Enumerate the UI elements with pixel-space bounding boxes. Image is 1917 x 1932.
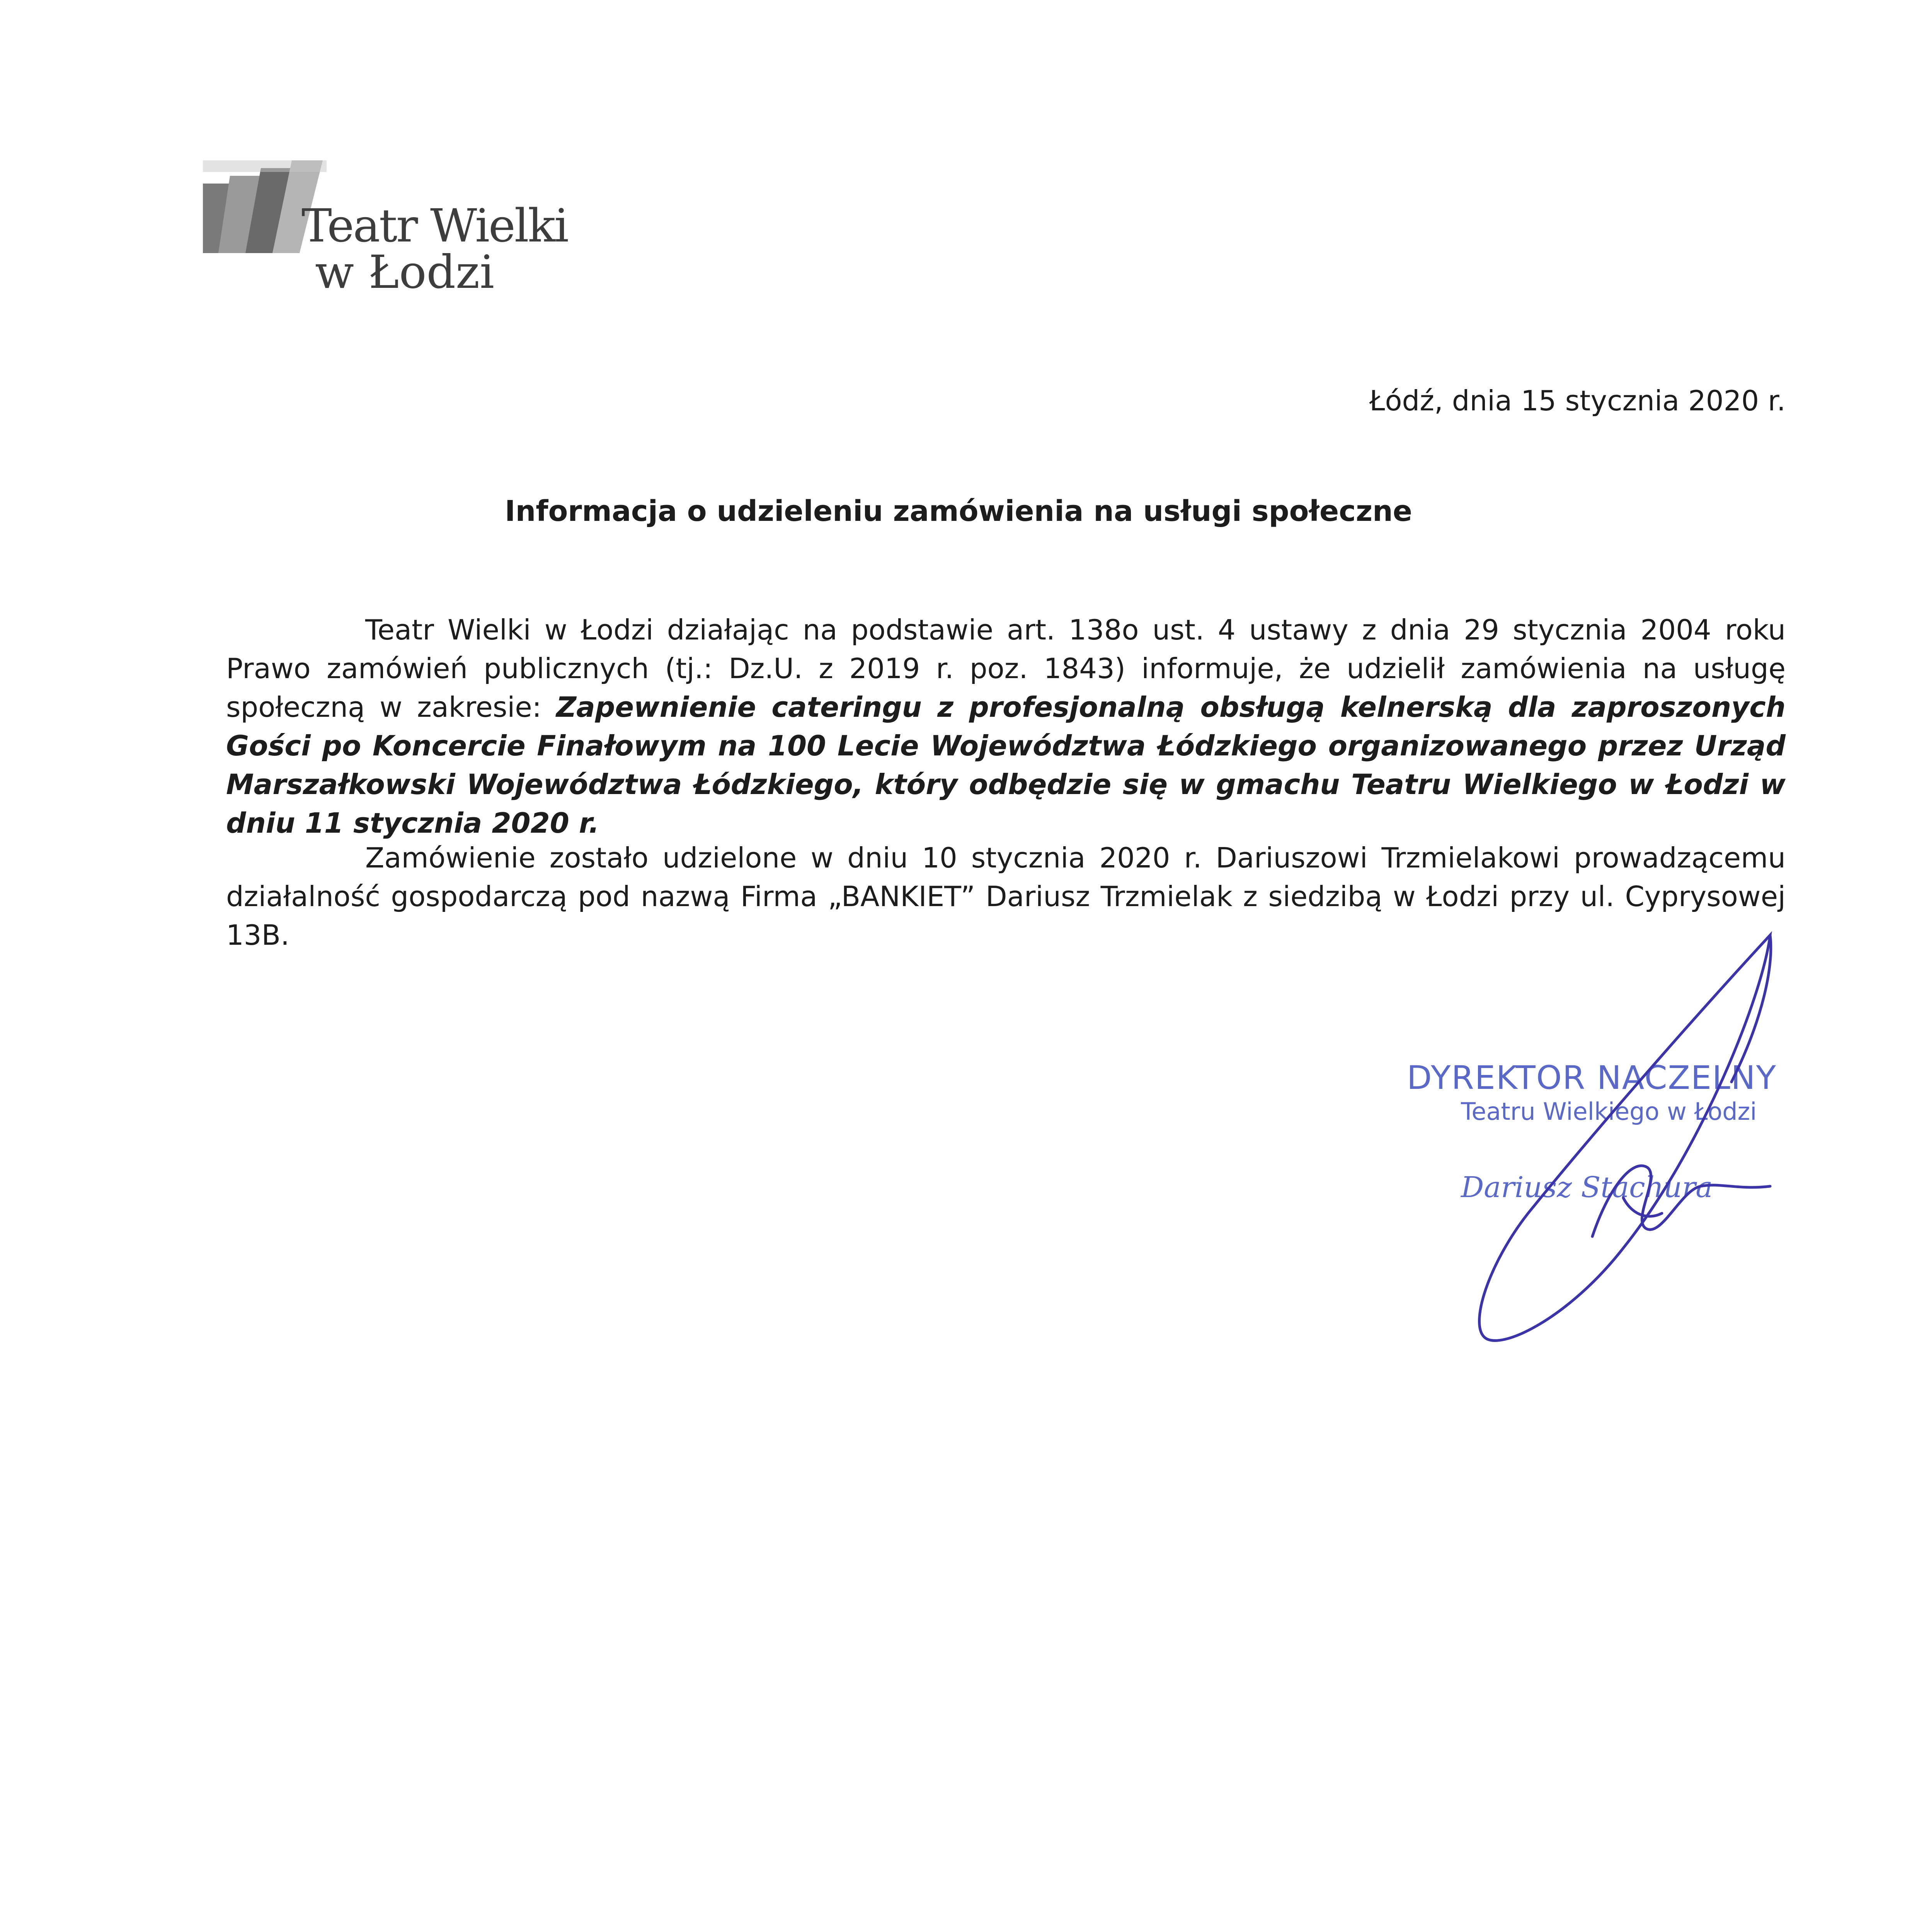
- stamp-institution: Teatru Wielkiego w Łodzi: [1461, 1097, 1757, 1126]
- paragraph-award-intro: Teatr Wielki w Łodzi działając na podstawie art. 138o ust. 4 ustawy z dnia 29 stycznia 2004 roku Prawo zamówień publicznych (tj.: Dz.U. z 2019 r. poz. 1843) informuje, że udzielił zamówienia na usługę społeczną w zakresie:: [226, 614, 1786, 723]
- letter-title: Informacja o udzieleniu zamówienia na usługi społeczne: [505, 495, 1412, 528]
- theatre-logo-subname: w Łodzi: [315, 245, 494, 299]
- paragraph-contractor-text: Zamówienie zostało udzielone w dniu 10 stycznia 2020 r. Dariuszowi Trzmielakowi prowadzącemu działalność gospodarczą pod nazwą Firma „BANKIET” Dariusz Trzmielak z siedzibą w Łodzi przy ul. Cyprysowej 13B.: [226, 842, 1786, 951]
- stamp-title: DYREKTOR NACZELNY: [1407, 1059, 1777, 1097]
- theatre-logo: [203, 160, 568, 299]
- contract-subject: Zapewnienie cateringu z profesjonalną obsługą kelnerską dla zaproszonych Gości po Koncercie Finałowym na 100 Lecie Województwa Łódzkiego organizowanego przez Urząd Marszałkowski Województwa Łódzkiego, który odbędzie się w gmachu Teatru Wielkiego w Łodzi w dniu 11 stycznia 2020 r.: [226, 691, 1786, 839]
- theatre-logo-name: Teatr Wielki: [301, 199, 568, 252]
- stamp-name: Dariusz Stachura: [1461, 1171, 1713, 1204]
- paragraph-award-info: [226, 611, 1786, 842]
- handwritten-signature-icon: [1353, 920, 1817, 1364]
- letter-date: Łódź, dnia 15 stycznia 2020 r.: [1369, 384, 1786, 417]
